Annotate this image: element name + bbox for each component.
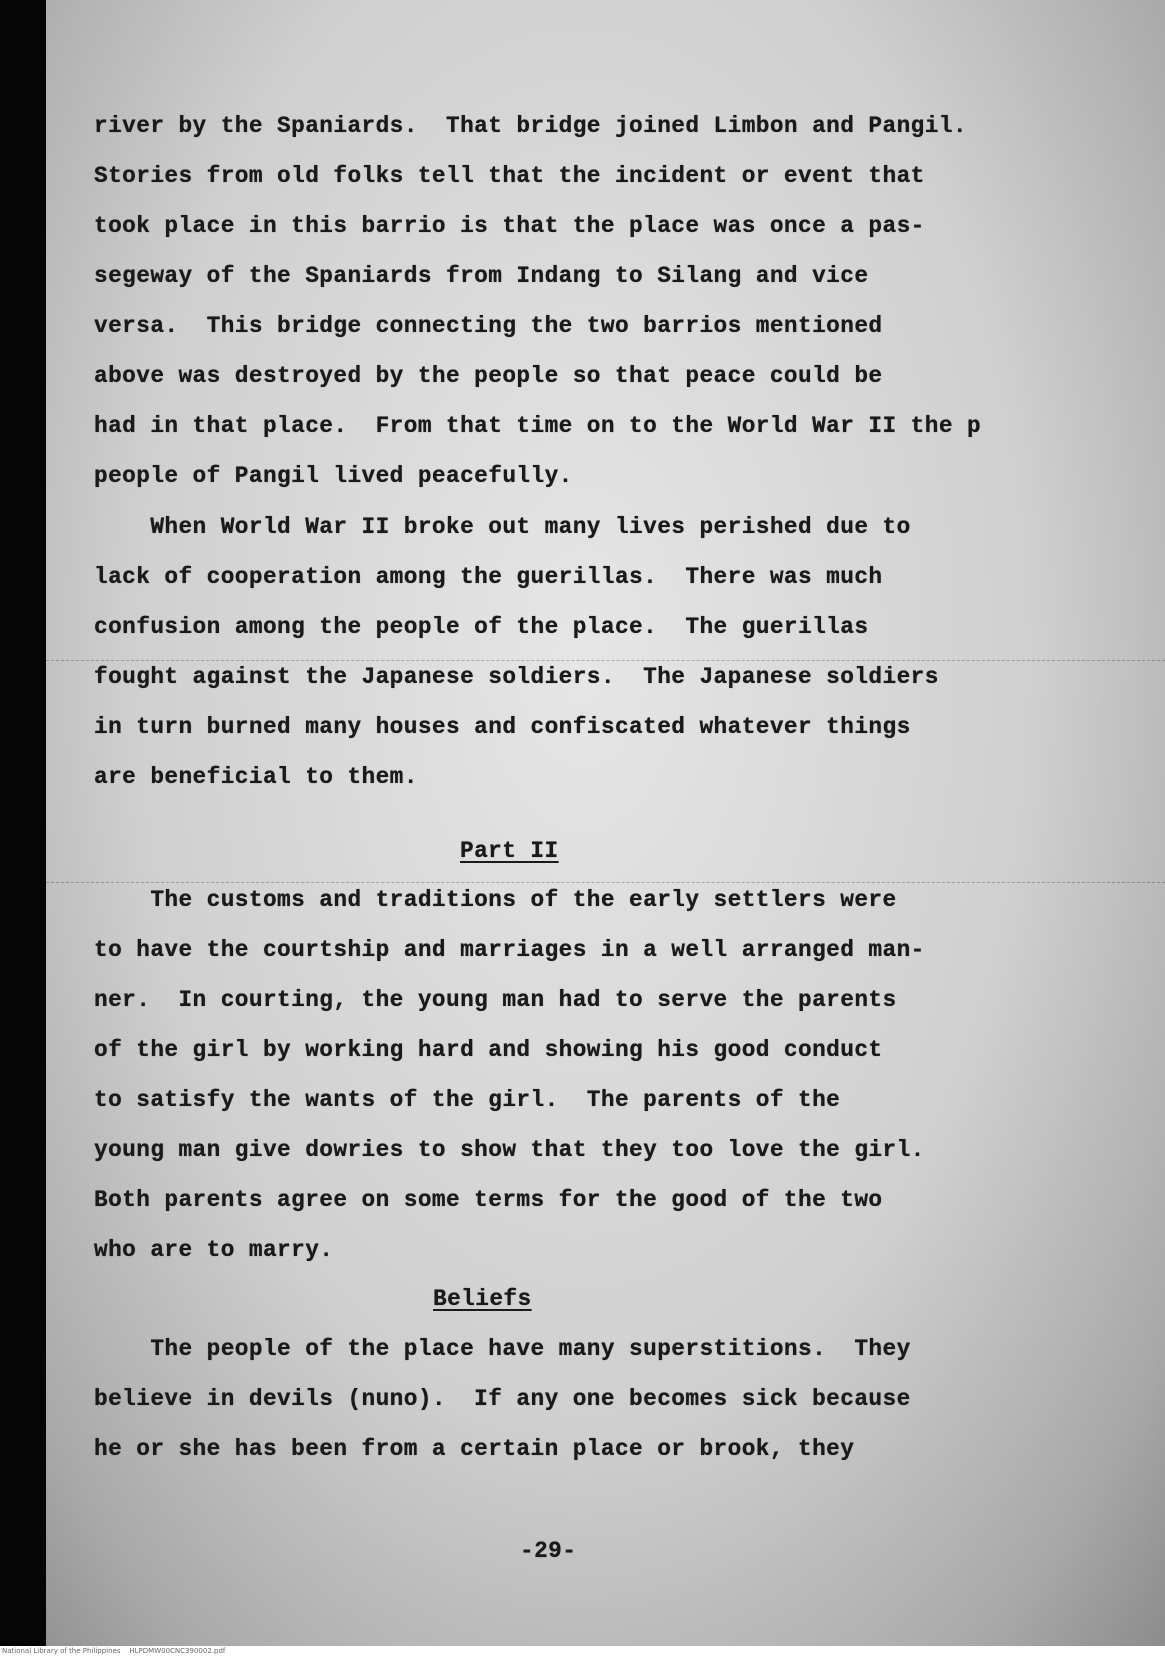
footer-source-label: National Library of the Philippines HLPDMW00CNC390002.pdf	[2, 1647, 226, 1655]
text-line: lack of cooperation among the guerillas. There was much	[94, 564, 883, 590]
text-line: river by the Spaniards. That bridge joined Limbon and Pangil.	[94, 113, 967, 139]
section-heading-beliefs: Beliefs	[433, 1286, 532, 1312]
fold-line	[46, 660, 1165, 661]
text-line: to satisfy the wants of the girl. The parents of the	[94, 1087, 841, 1113]
document-page	[46, 0, 1165, 1646]
text-line: had in that place. From that time on to the World War II the p	[94, 413, 982, 439]
page-number: -29-	[520, 1538, 577, 1564]
text-line: took place in this barrio is that the place was once a pas-	[94, 213, 925, 239]
text-line: fought against the Japanese soldiers. The Japanese soldiers	[94, 664, 939, 690]
text-line: The customs and traditions of the early settlers were	[94, 887, 897, 913]
text-line: are beneficial to them.	[94, 764, 418, 790]
text-line: Stories from old folks tell that the incident or event that	[94, 163, 925, 189]
text-line: people of Pangil lived peacefully.	[94, 463, 573, 489]
text-line: The people of the place have many superstitions. They	[94, 1336, 911, 1362]
text-line: ner. In courting, the young man had to serve the parents	[94, 987, 897, 1013]
text-line: in turn burned many houses and confiscated whatever things	[94, 714, 911, 740]
fold-line	[46, 882, 1165, 883]
section-heading-part-ii: Part II	[460, 838, 559, 864]
text-line: versa. This bridge connecting the two barrios mentioned	[94, 313, 883, 339]
text-line: to have the courtship and marriages in a well arranged man-	[94, 937, 925, 963]
scan-left-border	[0, 0, 46, 1646]
text-line: When World War II broke out many lives perished due to	[94, 514, 911, 540]
text-line: who are to marry.	[94, 1237, 334, 1263]
text-line: believe in devils (nuno). If any one becomes sick because	[94, 1386, 911, 1412]
text-line: confusion among the people of the place. The guerillas	[94, 614, 869, 640]
text-line: young man give dowries to show that they too love the girl.	[94, 1137, 925, 1163]
text-line: he or she has been from a certain place or brook, they	[94, 1436, 855, 1462]
text-line: above was destroyed by the people so that peace could be	[94, 363, 883, 389]
text-line: segeway of the Spaniards from Indang to Silang and vice	[94, 263, 869, 289]
text-line: of the girl by working hard and showing his good conduct	[94, 1037, 883, 1063]
text-line: Both parents agree on some terms for the good of the two	[94, 1187, 883, 1213]
